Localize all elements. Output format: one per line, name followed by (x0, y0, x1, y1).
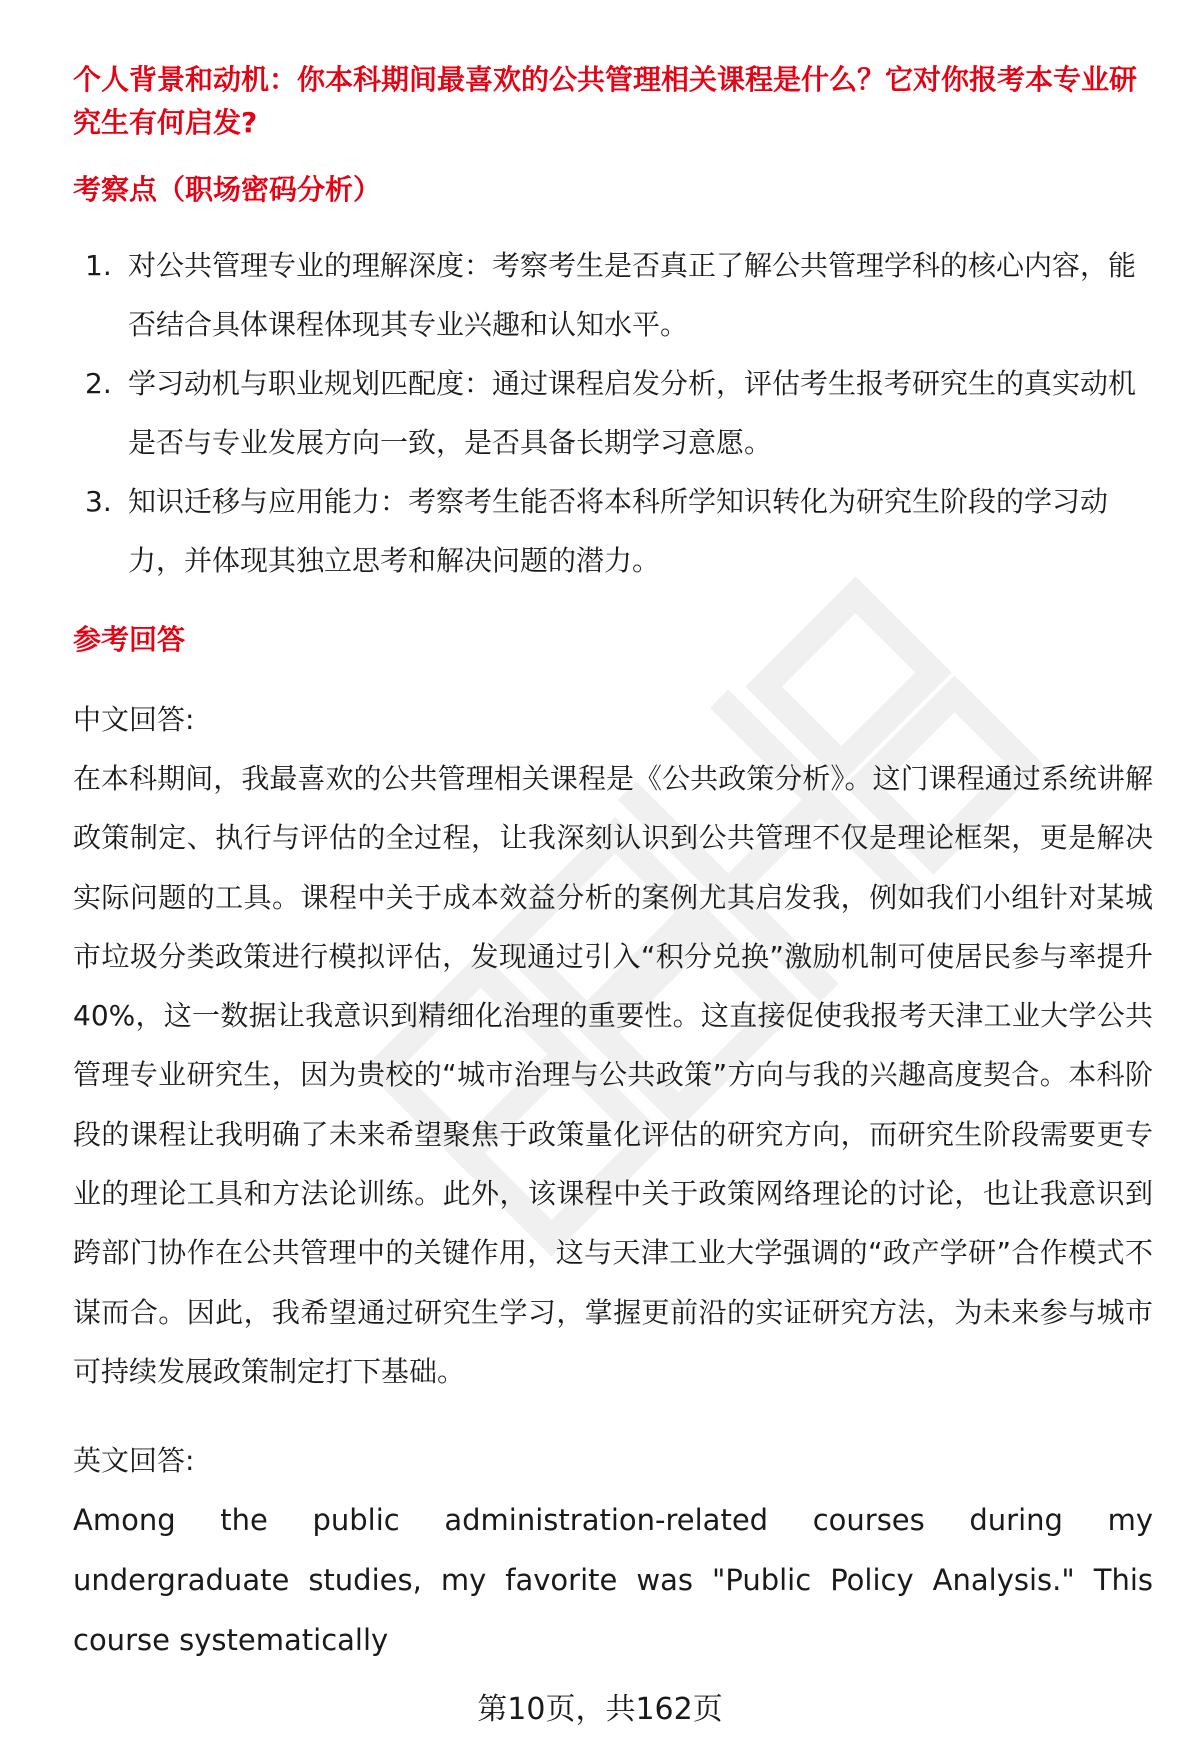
document-content (73, 58, 1153, 1670)
question-heading: 个人背景和动机：你本科期间最喜欢的公共管理相关课程是什么？它对你报考本专业研究生有何启发? (73, 63, 1138, 139)
list-item (73, 354, 1153, 472)
chinese-answer-label: 中文回答: (73, 703, 195, 736)
list-item (73, 472, 1153, 590)
list-number: 3. (85, 485, 112, 518)
english-answer-label: 英文回答: (73, 1444, 195, 1478)
points-list (73, 236, 1153, 590)
list-number: 1. (85, 249, 112, 282)
page-number-footer: 第10页，共162页 (477, 1692, 723, 1727)
chinese-answer-text: 在本科期间，我最喜欢的公共管理相关课程是《公共政策分析》。这门课程通过系统讲解政策制定、执行与评估的全过程，让我深刻认识到公共管理不仅是理论框架，更是解决实际问题的工具。课程中关于成本效益分析的案例尤其启发我，例如我们小组针对某城市垃圾分类政策进行模拟评估，发现通过引入“积分兑换”激励机制可使居民参与率提升40%，这一数据让我意识到精细化治理的重要性。这直接促使我报考天津工业大学公共管理专业研究生，因为贵校的“城市治理与公共政策”方向与我的兴趣高度契合。本科阶段的课程让我明确了未来希望聚焦于政策量化评估的研究方向，而研究生阶段需要更专业的理论工具和方法论训练。此外，该课程中关于政策网络理论的讨论，也让我意识到跨部门协作在公共管理中的关键作用，这与天津工业大学强调的“政产学研”合作模式不谋而合。因此，我希望通过研究生学习，掌握更前沿的实证研究方法，为未来参与城市可持续发展政策制定打下基础。 (73, 762, 1153, 1388)
list-text: 知识迁移与应用能力：考察考生能否将本科所学知识转化为研究生阶段的学习动力，并体现其独立思考和解决问题的潜力。 (128, 485, 1109, 577)
list-text: 对公共管理专业的理解深度：考察考生是否真正了解公共管理学科的核心内容，能否结合具体课程体现其专业兴趣和认知水平。 (128, 249, 1137, 341)
english-answer-text: Among the public administration-related courses during my undergraduate studies, my favorite was "Public Policy Analysis." This course systematically (73, 1503, 1153, 1658)
list-number: 2. (85, 367, 112, 400)
answer-title: 参考回答 (73, 623, 186, 656)
list-text: 学习动机与职业规划匹配度：通过课程启发分析，评估考生报考研究生的真实动机是否与专业发展方向一致，是否具备长期学习意愿。 (128, 367, 1137, 459)
points-title: 考察点（职场密码分析） (73, 173, 382, 206)
list-item (73, 236, 1153, 354)
